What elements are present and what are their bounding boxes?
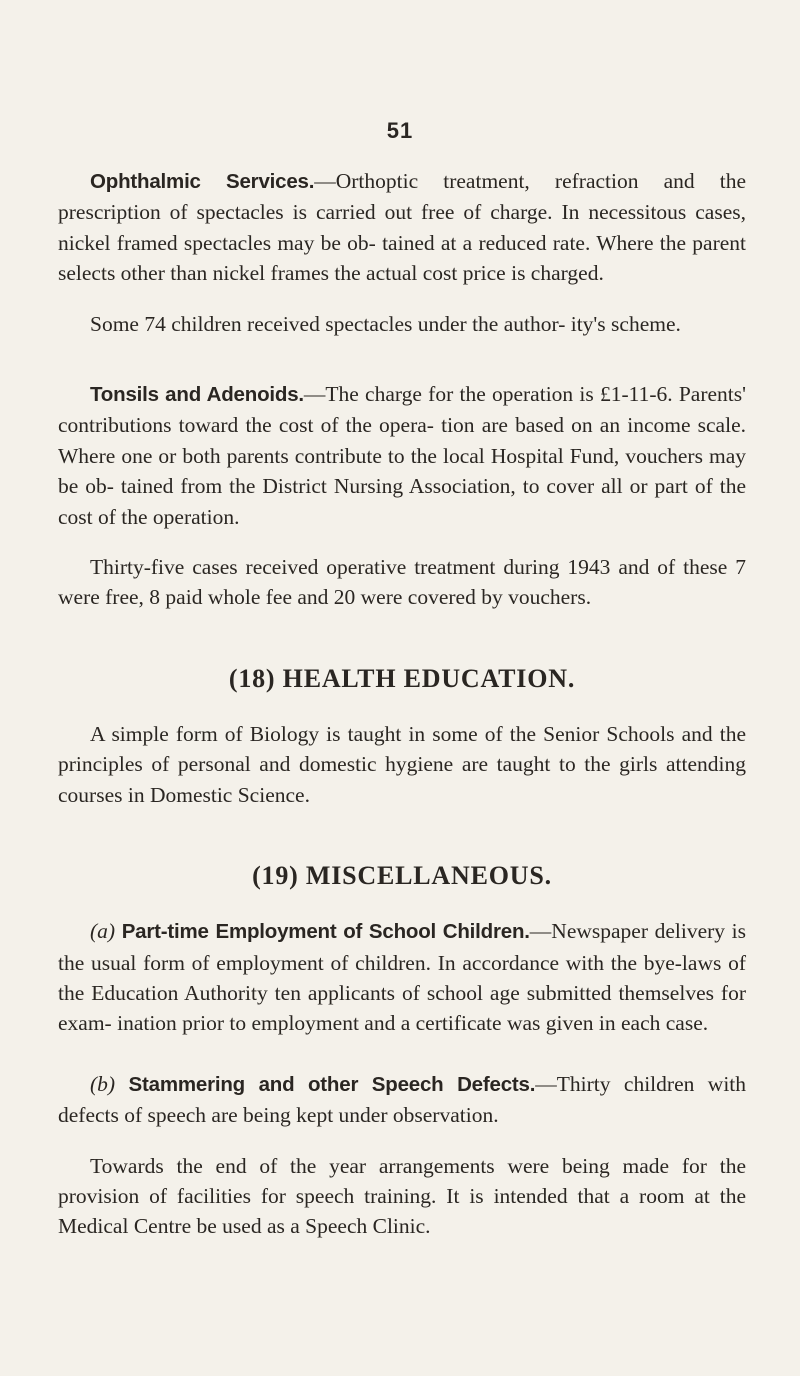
ophthalmic-body: Orthoptic treatment, refraction and the prescription of spectacles is carried out free of charge. In necessitous cases, nickel framed spectacles may be ob- tained at a reduced rate. Where the parent selects other than nickel frames the actual cost price is charged.: [58, 169, 746, 286]
tonsils-body: The charge for the operation is £1-11-6. Parents' contributions toward the cost of the opera- tion are based on an income scale. Where one or both parents contribute to the local Hospital Fund, vouchers may be ob- tained from the District Nursing Association, to cover all or part of the cost of the operation.: [58, 382, 746, 529]
part-a-label-text: (a): [90, 919, 116, 944]
spacer: [58, 1039, 746, 1069]
part-a-label: [90, 919, 122, 943]
speech-clinic-paragraph: Towards the end of the year arrangements were being made for the provision of facilities for speech training. It is intended that a room at the Medical Centre be used as a Speech Clinic.: [58, 1153, 746, 1239]
section-title-health-education: (18) HEALTH EDUCATION.: [228, 663, 576, 693]
spacer: [58, 339, 746, 379]
employment-dash: —: [529, 919, 552, 944]
spacer: [58, 289, 746, 309]
speech-defects-heading: Stammering and other Speech Defects.: [128, 1072, 536, 1096]
spacer: [58, 892, 746, 916]
section-title-miscellaneous: (19) MISCELLANEOUS.: [252, 861, 552, 891]
ophthalmic-dash: —: [314, 169, 336, 193]
page-content: [58, 166, 746, 1242]
operations-paragraph: Thirty-five cases received operative treatment during 1943 and of these 7 were free, 8 paid whole fee and 20 were covered by vouchers.: [58, 555, 746, 610]
spacer: [58, 810, 746, 860]
tonsils-heading: Tonsils and Adenoids.: [90, 383, 304, 407]
ophthalmic-heading: Ophthalmic Services.: [90, 170, 315, 193]
ophthalmic-paragraph: [58, 166, 746, 289]
part-b-label: [90, 1072, 129, 1096]
spacer: [58, 532, 746, 552]
speech-defects-paragraph: [58, 1069, 746, 1131]
employment-heading: Part-time Employment of School Children.: [121, 920, 530, 944]
spectacles-paragraph: Some 74 children received spectacles under the author- ity's scheme.: [90, 311, 681, 336]
tonsils-paragraph: [58, 379, 746, 532]
tonsils-dash: —: [303, 382, 326, 407]
page-number: 51: [386, 118, 414, 143]
spacer: [58, 1131, 746, 1151]
spacer: [58, 613, 746, 663]
health-education-paragraph: A simple form of Biology is taught in some of the Senior Schools and the principles of personal and domestic hygiene are taught to the girls attending courses in Domestic Science.: [58, 721, 746, 807]
part-b-label-text: (b): [90, 1071, 116, 1096]
employment-paragraph: [58, 916, 746, 1039]
employment-body: Newspaper delivery is the usual form of employment of children. In accordance with the bye-laws of the Education Authority ten applicants of school age submitted themselves for exam- ination prior to employment and a certificate was given in each case.: [58, 919, 746, 1036]
speech-defects-dash: —: [535, 1071, 557, 1096]
speech-defects-body: Thirty children with defects of speech are being kept under observation.: [58, 1071, 747, 1128]
spacer: [58, 695, 746, 719]
